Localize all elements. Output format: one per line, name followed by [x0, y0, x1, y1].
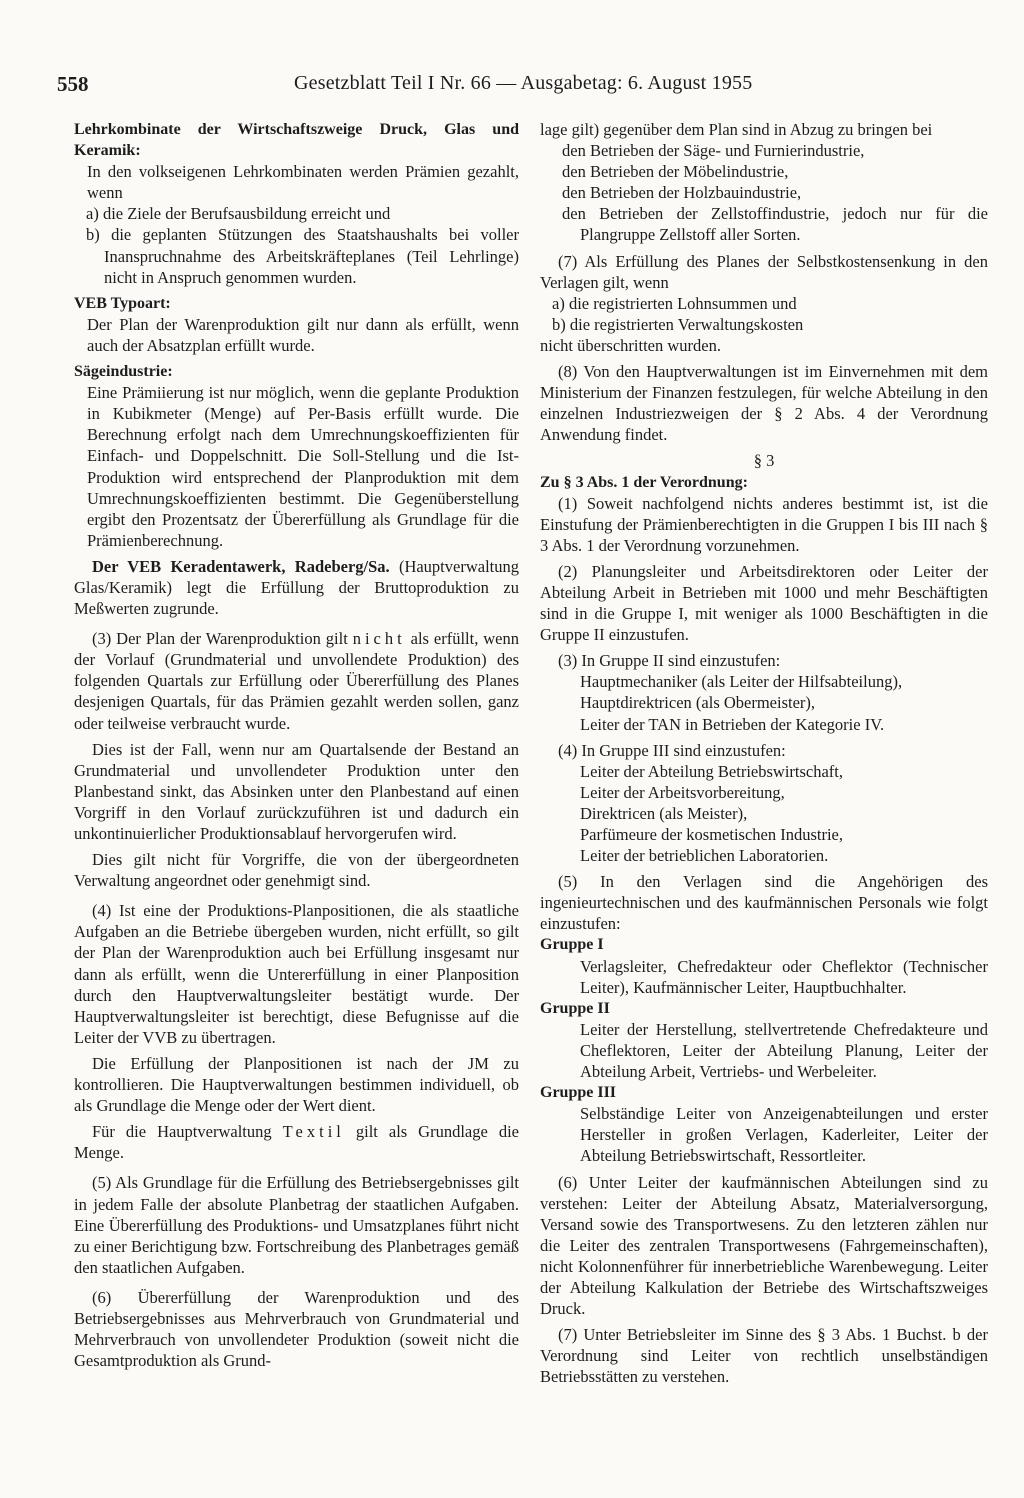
page-number: 558	[57, 72, 89, 96]
paragraph: (2) Planungsleiter und Arbeitsdirektoren oder Leiter der Abteilung Arbeit in Betrieben mit 1000 und mehr Beschäftigten sind in die Gruppe I, mit weniger als 1000 Beschäftigten in die Gruppe II einzustufen.	[540, 561, 988, 645]
paragraph: nicht überschritten wurden.	[540, 335, 721, 355]
list-item: den Betrieben der Zellstoffindustrie, jedoch nur für die Plangruppe Zellstoff aller Sorten.	[562, 204, 988, 245]
paragraph: (3) In Gruppe II sind einzustufen:	[558, 651, 781, 671]
paragraph: (5) In den Verlagen sind die Angehörigen des ingenieurtechnischen und des kaufmännischen Personals wie folgt einzustufen:	[540, 872, 988, 934]
list-item: Hauptdirektricen (als Obermeister),	[580, 693, 816, 713]
paragraph: (6) Unter Leiter der kaufmännischen Abteilungen sind zu verstehen: Leiter der Abteilung Absatz, Materialversorgung, Versand sowie des Transportwesens. Zu den letzteren zählen nur die Leiter des zentralen Transportwesens (Fahrgemeinschaften), nicht Kolonnenführer für innerbetriebliche Warenbewegung. Leiter der Abteilung Kalkulation der Betriebe des Wirtschaftszweiges Druck.	[540, 1172, 988, 1319]
list-item: Leiter der TAN in Betrieben der Kategorie IV.	[580, 714, 885, 734]
paragraph: (7) Unter Betriebsleiter im Sinne des § 3 Abs. 1 Buchst. b der Verordnung sind Leiter von rechtlich unselbständigen Betriebsstätten zu verstehen.	[540, 1325, 988, 1387]
paragraph: (1) Soweit nachfolgend nichts anderes bestimmt ist, ist die Einstufung der Prämienberechtigten in die Gruppen I bis III nach § 3 Abs. 1 der Verordnung vorzunehmen.	[540, 493, 988, 555]
page-header	[57, 72, 987, 102]
list-item: b) die registrierten Verwaltungskosten	[552, 314, 804, 334]
list-item: den Betrieben der Säge- und Furnierindustrie,	[562, 141, 865, 161]
paragraph: Der VEB Keradentawerk, Radeberg/Sa. (Hauptverwaltung Glas/Keramik) legt die Erfüllung der Bruttoproduktion zu Meßwerten zugrunde.	[74, 556, 519, 619]
list-item: Direktricen (als Meister),	[580, 803, 748, 823]
right-column	[540, 119, 988, 1387]
list-item: den Betrieben der Möbelindustrie,	[562, 162, 789, 182]
paragraph: (4) In Gruppe III sind einzustufen:	[558, 740, 786, 760]
section-number: § 3	[753, 451, 775, 471]
list-item: Leiter der betrieblichen Laboratorien.	[580, 846, 829, 866]
list-item: a) die Ziele der Berufsausbildung erreicht und	[86, 204, 391, 224]
heading-lehrkombinate: Lehrkombinate der Wirtschaftszweige Druck, Glas und Keramik:	[74, 121, 519, 160]
heading-typoart: VEB Typoart:	[74, 294, 171, 312]
paragraph: Die Erfüllung der Planpositionen ist nach der JM zu kontrollieren. Die Hauptverwaltungen bestimmen individuell, ob als Grundlage die Menge oder der Wert dient.	[74, 1053, 519, 1116]
group-text: Leiter der Herstellung, stellvertretende Chefredakteure und Cheflektoren, Leiter der Abteilung Planung, Leiter der Abteilung Arbeit, Vertriebs- und Werbeleiter.	[580, 1019, 988, 1082]
list-item: Parfümeure der kosmetischen Industrie,	[580, 825, 844, 844]
left-column	[74, 119, 519, 1371]
paragraph: (3) Der Plan der Warenproduktion gilt nicht als erfüllt, wenn der Vorlauf (Grundmaterial und unvollendete Produktion) des folgenden Quartals zur Erfüllung oder Übererfüllung des Planes desjenigen Quartals, für das Prämien gezahlt werden sollen, ganz oder teilweise verbraucht wurde.	[74, 629, 519, 733]
list-item: den Betrieben der Holzbauindustrie,	[562, 183, 802, 203]
list-item: Hauptmechaniker (als Leiter der Hilfsabteilung),	[580, 672, 903, 692]
list-item: Leiter der Arbeitsvorbereitung,	[580, 782, 785, 802]
heading-saegeindustrie: Sägeindustrie:	[74, 363, 173, 381]
paragraph: Eine Prämiierung ist nur möglich, wenn die geplante Produktion in Kubikmeter (Menge) auf Per-Basis erfüllt wurde. Die Berechnung erfolgt nach dem Umrechnungskoeffizienten für Einfach- und Doppelschnitt. Die Soll-Stellung und die Ist-Produktion wird entsprechend der Planproduktion mit dem Umrechnungskoeffizienten bestimmt. Die Gegenüberstellung ergibt den Prozentsatz der Übererfüllung als Grundlage für die Prämienberechnung.	[87, 383, 519, 550]
paragraph: (8) Von den Hauptverwaltungen ist im Einvernehmen mit dem Ministerium der Finanzen festzulegen, für welche Abteilung in den einzelnen Industriezweigen der § 2 Abs. 4 der Verordnung Anwendung findet.	[540, 362, 988, 445]
paragraph: Dies ist der Fall, wenn nur am Quartalsende der Bestand an Grundmaterial und unvollendeter Produktion unter den Planbestand sinkt, das Absinken unter den Planbestand auf einen Vorgriff in den Vorlauf zurückzuführen ist und dadurch ein unkontinuierlicher Produktionsablauf hervorgerufen wird.	[74, 739, 519, 843]
paragraph: (6) Übererfüllung der Warenproduktion und des Betriebsergebnisses aus Mehrverbrauch von Grundmaterial und Mehrverbrauch von unvollendeter Produktion (soweit nicht die Gesamtproduktion als Grund-	[74, 1287, 519, 1371]
paragraph: lage gilt) gegenüber dem Plan sind in Abzug zu bringen bei	[540, 120, 933, 139]
group-heading: Gruppe II	[540, 999, 610, 1017]
company-name: Der VEB Keradentawerk, Radeberg/Sa.	[92, 556, 390, 576]
paragraph: (4) Ist eine der Produktions-Planpositionen, die als staatliche Aufgaben an die Betriebe übergeben wurden, nicht erfüllt, so gilt der Plan der Warenproduktion auch bei Erfüllung insgesamt nur dann als erfüllt, wenn die Untererfüllung in einer Planposition durch den Hauptverwaltungsleiter bestätigt wurde. Der Hauptverwaltungsleiter ist berechtigt, diese Befugnisse auf die Leiter der VVB zu übertragen.	[74, 901, 519, 1047]
paragraph: Dies gilt nicht für Vorgriffe, die von der übergeordneten Verwaltung angeordnet oder genehmigt sind.	[74, 850, 519, 891]
paragraph: In den volkseigenen Lehrkombinaten werden Prämien gezahlt, wenn	[87, 162, 519, 203]
group-heading: Gruppe I	[540, 936, 604, 954]
paragraph: Für die Hauptverwaltung Textil gilt als Grundlage die Menge.	[74, 1122, 519, 1163]
group-heading: Gruppe III	[540, 1084, 617, 1102]
section-heading: Zu § 3 Abs. 1 der Verordnung:	[540, 473, 748, 491]
list-item: b) die geplanten Stützungen des Staatshaushalts bei voller Inanspruchnahme des Arbeitskräfteplanes (Teil Lehrlinge) nicht in Anspruch genommen wurden.	[86, 225, 519, 287]
paragraph: Der Plan der Warenproduktion gilt nur dann als erfüllt, wenn auch der Absatzplan erfüllt wurde.	[87, 314, 519, 355]
list-item: Leiter der Abteilung Betriebswirtschaft,	[580, 761, 844, 781]
paragraph: (7) Als Erfüllung des Planes der Selbstkostensenkung in den Verlagen gilt, wenn	[540, 251, 988, 292]
group-text: Verlagsleiter, Chefredakteur oder Cheflektor (Technischer Leiter), Kaufmännischer Leiter, Hauptbuchhalter.	[580, 956, 988, 997]
list-item: a) die registrierten Lohnsummen und	[552, 293, 797, 313]
paragraph: (5) Als Grundlage für die Erfüllung des Betriebsergebnisses gilt in jedem Falle der absolute Planbetrag der staatlichen Aufgaben. Eine Übererfüllung des Produktions- und Umsatzplanes führt nicht zu einer Berichtigung bzw. Fortschreibung des Planbetrages gemäß den staatlichen Aufgaben.	[74, 1173, 519, 1277]
running-title: Gesetzblatt Teil I Nr. 66 — Ausgabetag: 6. August 1955	[294, 72, 753, 94]
group-text: Selbständige Leiter von Anzeigenabteilungen und erster Hersteller in großen Verlagen, Kaderleiter, Leiter der Abteilung Betriebswirtschaft, Ressortleiter.	[580, 1104, 988, 1166]
